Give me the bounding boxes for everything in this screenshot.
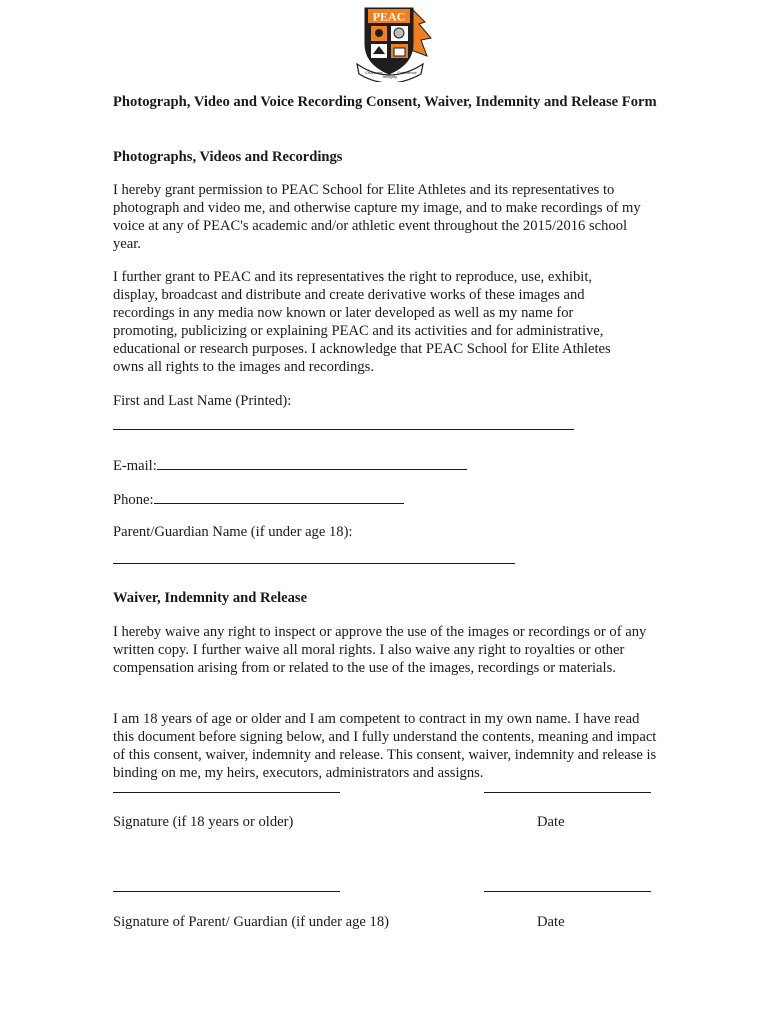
logo-lettering: Integrity bbox=[382, 74, 398, 79]
guardian-name-field[interactable] bbox=[113, 563, 515, 564]
peac-crest-logo bbox=[351, 4, 435, 82]
competency-paragraph: I am 18 years of age or older and I am competent to contract in my own name. I have read this document before signing below, and I fully understand the contents, meaning and impact of this consent, waiver, indemnity and release. This consent, waiver, indemnity and release is binding on me, my heirs, executors, administrators and assigns. bbox=[113, 711, 657, 781]
name-field[interactable] bbox=[113, 429, 574, 430]
phone-row bbox=[113, 490, 404, 509]
date-line[interactable] bbox=[484, 792, 651, 793]
name-label: First and Last Name (Printed): bbox=[113, 393, 292, 409]
section-heading-photographs: Photographs, Videos and Recordings bbox=[113, 149, 343, 165]
logo-ribbon-right: Excellence bbox=[397, 70, 417, 75]
guardian-signature-label: Signature of Parent/ Guardian (if under age 18) bbox=[113, 914, 389, 930]
signature-label: Signature (if 18 years or older) bbox=[113, 814, 294, 830]
logo-ribbon-left: Character bbox=[365, 70, 383, 75]
permission-paragraph: I hereby grant permission to PEAC School for Elite Athletes and its representatives to photograph and video me, and otherwise capture my image, and to make recordings of my voice at any of PEAC's academic and/or athletic event throughout the 2015/2016 school year. bbox=[113, 182, 641, 252]
guardian-name-label: Parent/Guardian Name (if under age 18): bbox=[113, 524, 353, 540]
phone-field[interactable] bbox=[154, 490, 404, 504]
consent-form bbox=[113, 93, 658, 111]
waiver-paragraph: I hereby waive any right to inspect or approve the use of the images or recordings or of any written copy. I further waive all moral rights. I also waive any right to royalties or other compensation arising from or related to the use of the images, recordings or materials. bbox=[113, 624, 647, 676]
signature-line[interactable] bbox=[113, 792, 340, 793]
email-row bbox=[113, 456, 467, 475]
guardian-date-label: Date bbox=[537, 914, 565, 930]
email-label: E-mail: bbox=[113, 458, 157, 474]
phone-label: Phone: bbox=[113, 492, 154, 508]
logo-banner-text: PEAC bbox=[372, 9, 406, 24]
guardian-date-line[interactable] bbox=[484, 891, 651, 892]
email-field[interactable] bbox=[157, 456, 467, 470]
date-label: Date bbox=[537, 814, 565, 830]
form-title: Photograph, Video and Voice Recording Consent, Waiver, Indemnity and Release Form bbox=[113, 94, 657, 110]
section-heading-waiver: Waiver, Indemnity and Release bbox=[113, 590, 308, 606]
guardian-signature-line[interactable] bbox=[113, 891, 340, 892]
rights-paragraph: I further grant to PEAC and its representatives the right to reproduce, use, exhibit, display, broadcast and distribute and create derivative works of these images and recordings in any media now known or later developed as well as my name for promoting, publicizing or explaining PEAC and its activities and for administrative, educational or research purposes. I acknowledge that PEAC School for Elite Athletes owns all rights to the images and recordings. bbox=[113, 269, 611, 375]
